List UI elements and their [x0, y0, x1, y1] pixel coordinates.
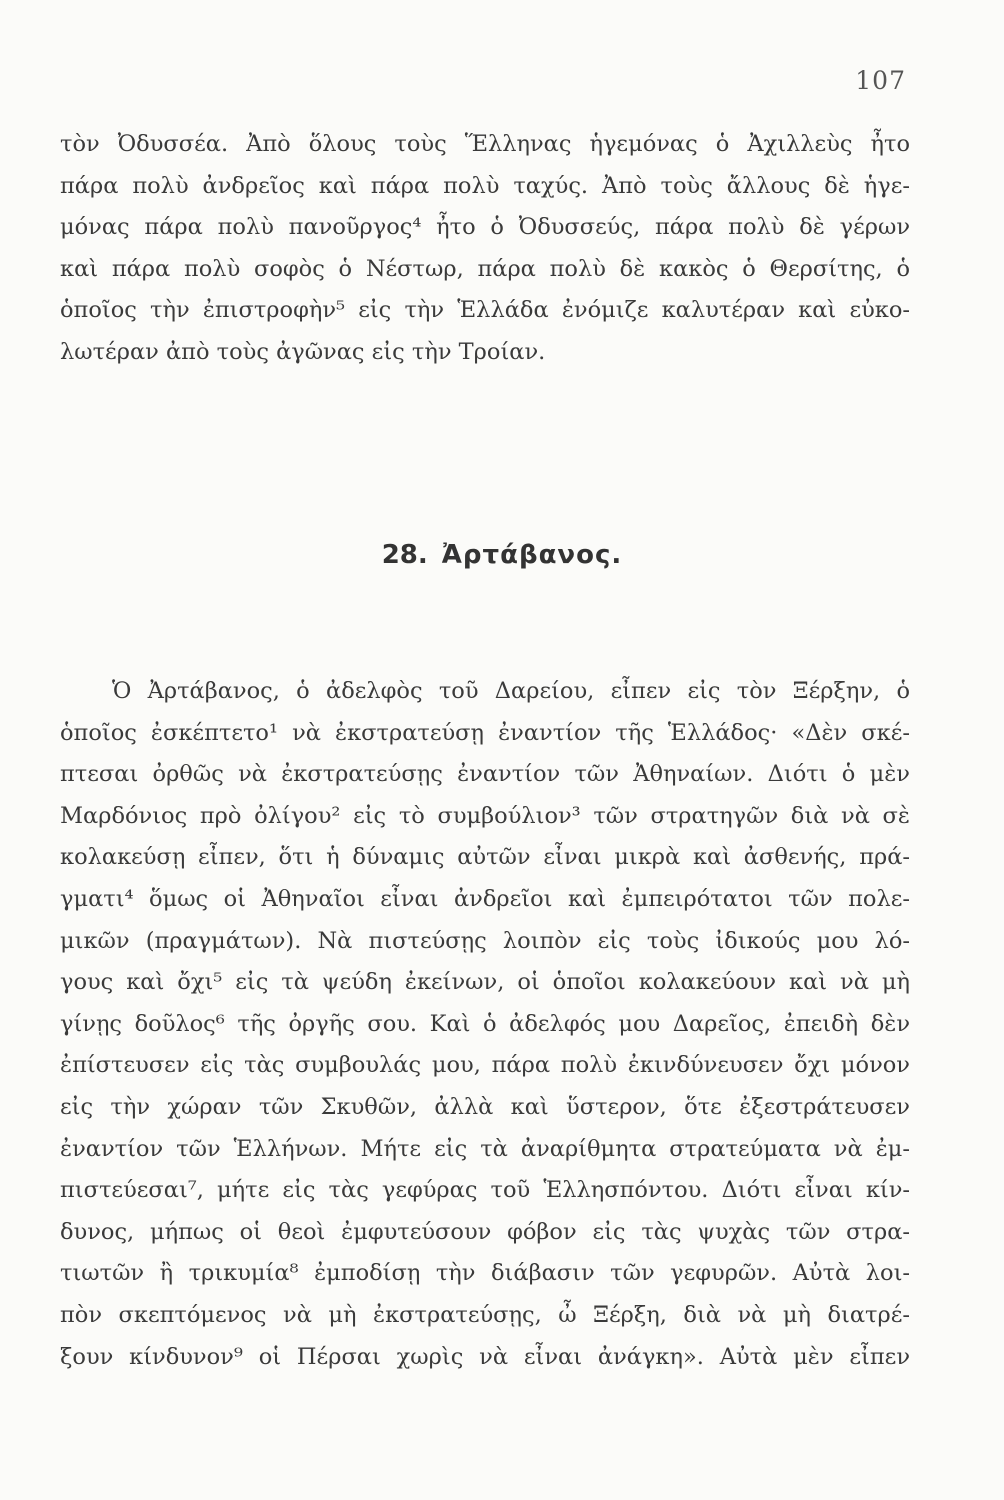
text-line: Μαρδόνιος πρὸ ὀλίγου² εἰς τὸ συμβούλιον³ τῶν στρατηγῶν διὰ νὰ σὲ	[60, 802, 910, 829]
text-line: τιωτῶν ἢ τρικυμία⁸ ἐμποδίσῃ τὴν διάβασιν τῶν γεφυρῶν. Αὐτὰ λοι-	[60, 1260, 910, 1287]
text-line: λωτέραν ἀπὸ τοὺς ἀγῶνας εἰς τὴν Τροίαν.	[60, 338, 546, 365]
text-line: δυνος, μήπως οἱ θεοὶ ἐμφυτεύσουν φόβον εἰς τὰς ψυχὰς τῶν στρα-	[60, 1218, 910, 1245]
text-line: μόνας πάρα πολὺ πανοῦργος⁴ ἦτο ὁ Ὀδυσσεύς, πάρα πολὺ δὲ γέρων	[60, 214, 910, 241]
text-line: γους καὶ ὄχι⁵ εἰς τὰ ψεύδη ἐκείνων, οἱ ὁποῖοι κολακεύουν καὶ νὰ μὴ	[60, 969, 910, 996]
text-line: ἐπίστευσεν εἰς τὰς συμβουλάς μου, πάρα πολὺ ἐκινδύνευσεν ὄχι μόνον	[60, 1052, 910, 1079]
section-number: 28.	[381, 540, 428, 570]
text-line: τὸν Ὀδυσσέα. Ἀπὸ ὅλους τοὺς Ἕλληνας ἡγεμόνας ὁ Ἀχιλλεὺς ἦτο	[60, 131, 910, 157]
text-line: πάρα πολὺ ἀνδρεῖος καὶ πάρα πολὺ ταχύς. Ἀπὸ τοὺς ἄλλους δὲ ἡγε-	[60, 172, 910, 199]
text-line: μικῶν (πραγμάτων). Νὰ πιστεύσῃς λοιπὸν εἰς τοὺς ἰδικούς μου λό-	[60, 927, 910, 954]
text-line: Ὁ Ἀρτάβανος, ὁ ἀδελφὸς τοῦ Δαρείου, εἶπεν εἰς τὸν Ξέρξην, ὁ	[112, 678, 910, 704]
text-line: πιστεύεσαι⁷, μήτε εἰς τὰς γεφύρας τοῦ Ἑλλησπόντου. Διότι εἶναι κίν-	[60, 1177, 910, 1204]
text-line: πτεσαι ὀρθῶς νὰ ἐκστρατεύσῃς ἐναντίον τῶν Ἀθηναίων. Διότι ὁ μὲν	[60, 761, 910, 788]
text-line: κολακεύσῃ εἶπεν, ὅτι ἡ δύναμις αὐτῶν εἶναι μικρὰ καὶ ἀσθενής, πρά-	[60, 844, 910, 871]
text-line: καὶ πάρα πολὺ σοφὸς ὁ Νέστωρ, πάρα πολὺ δὲ κακὸς ὁ Θερσίτης, ὁ	[60, 255, 910, 282]
section-heading	[0, 540, 1004, 570]
text-line: ξουν κίνδυνον⁹ οἱ Πέρσαι χωρὶς νὰ εἶναι ἀνάγκη». Αὐτὰ μὲν εἶπεν	[60, 1343, 910, 1370]
text-line: εἰς τὴν χώραν τῶν Σκυθῶν, ἀλλὰ καὶ ὕστερον, ὅτε ἐξεστράτευσεν	[60, 1093, 910, 1120]
paragraph-1	[60, 124, 910, 374]
text-line: γματι⁴ ὅμως οἱ Ἀθηναῖοι εἶναι ἀνδρεῖοι καὶ ἐμπειρότατοι τῶν πολε-	[60, 885, 910, 912]
page-number: 107	[855, 66, 906, 95]
text-line: γίνῃς δοῦλος⁶ τῆς ὀργῆς σου. Καὶ ὁ ἀδελφός μου Δαρεῖος, ἐπειδὴ δὲν	[60, 1010, 910, 1037]
text-line: ὁποῖος ἐσκέπτετο¹ νὰ ἐκστρατεύσῃ ἐναντίον τῆς Ἑλλάδος· «Δὲν σκέ-	[60, 719, 910, 746]
paragraph-2	[60, 671, 910, 1378]
text-line: ἐναντίον τῶν Ἑλλήνων. Μήτε εἰς τὰ ἀναρίθμητα στρατεύματα νὰ ἐμ-	[60, 1135, 910, 1162]
text-line: ὁποῖος τὴν ἐπιστροφὴν⁵ εἰς τὴν Ἑλλάδα ἐνόμιζε καλυτέραν καὶ εὐκο-	[60, 297, 910, 324]
text-line: πὸν σκεπτόμενος νὰ μὴ ἐκστρατεύσῃς, ὦ Ξέρξη, διὰ νὰ μὴ διατρέ-	[60, 1301, 910, 1328]
section-title: Ἀρτάβανος.	[441, 540, 623, 570]
